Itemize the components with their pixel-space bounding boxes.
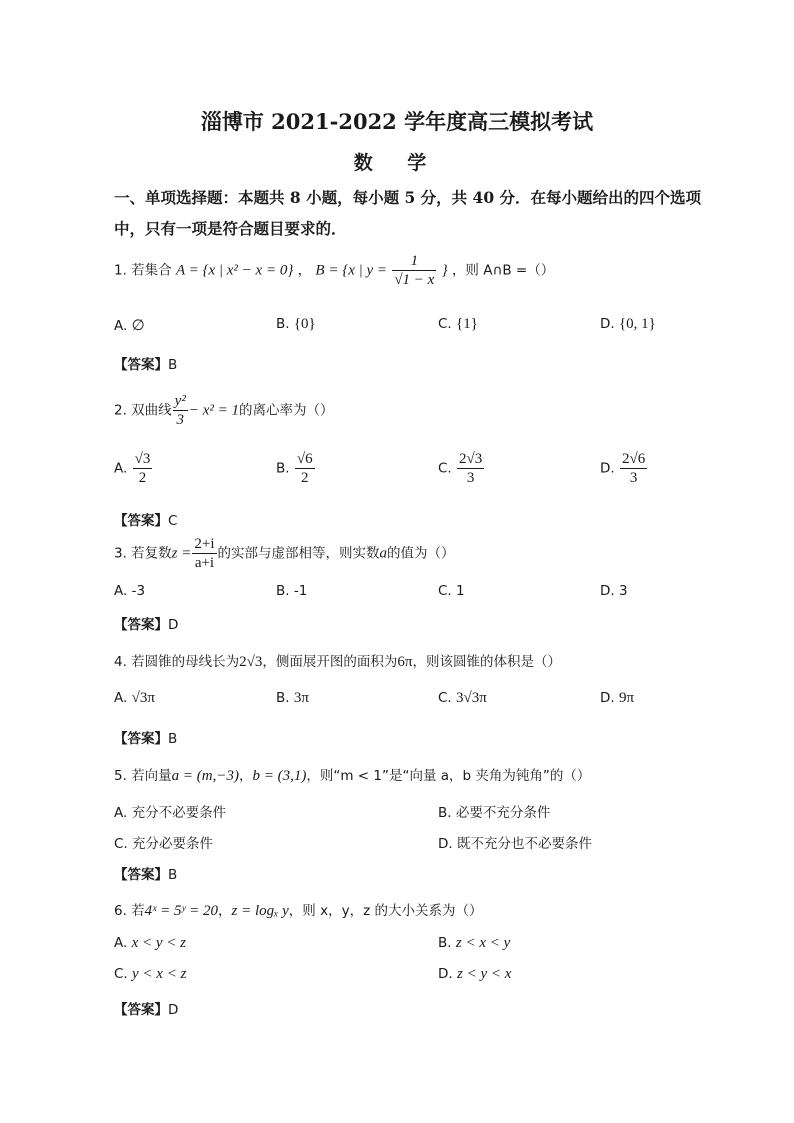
q4-number: 4. 若圆锥的母线长为 — [114, 654, 240, 670]
q1-option-b: B. {0} — [276, 316, 316, 332]
q1-number: 1. 若集合 — [114, 262, 172, 279]
question-1: 1. 若集合 A = {x | x² − x = 0} ， B = {x | y = $\frac{1}{√1 - x}$ } ，则 A∩B =（） — [114, 253, 555, 288]
q3-answer: 【答案】D — [114, 617, 179, 633]
q6-option-c: C. y < x < z — [114, 966, 187, 982]
q3-fraction: $\frac{2+i}{a+i}$ — [194, 536, 215, 571]
q1-frac-den: √1 − x — [394, 272, 435, 288]
q1-tail: ，则 A∩B =（） — [451, 262, 555, 279]
q3-tail: 的实部与虚部相等，则实数 — [217, 545, 380, 562]
subject-title: 数 学 — [353, 152, 441, 174]
q5-answer: 【答案】B — [114, 867, 178, 883]
q1-answer: 【答案】B — [114, 357, 178, 373]
q1-set-b-post: } — [441, 262, 448, 279]
q1-set-a: A = {x | x² − x = 0} — [175, 262, 294, 279]
question-5: 5. 若向量a = (m,−3)，b = (3,1)，则“m < 1”是“向量 a，b 夹角为钝角”的（） — [114, 768, 591, 784]
section-heading-line2: 中，只有一项是符合题目要求的． — [114, 219, 347, 238]
q5-number: 5. 若向量 — [114, 768, 172, 784]
q2-equation: − x² = 1 — [188, 402, 239, 419]
q2-option-b: B. $\frac{√6}{2}$ — [276, 451, 313, 486]
page-title: 淄博市 2021-2022 学年度高三模拟考试 — [200, 109, 594, 134]
q5-option-a: A. 充分不必要条件 — [114, 805, 227, 821]
q4-area: 6π — [397, 654, 413, 670]
q2-tail: 的离心率为（） — [238, 402, 334, 419]
q1-set-b-fraction — [392, 252, 436, 289]
q4-mid: ，侧面展开图的面积为 — [262, 654, 398, 670]
q1-option-c: C. {1} — [438, 316, 478, 332]
q3-option-d: D. 3 — [600, 583, 628, 599]
q3-tail2: 的值为（） — [387, 545, 455, 562]
q6-option-a: A. x < y < z — [114, 935, 186, 951]
q5-tail: ，则“m < 1”是“向量 a，b 夹角为钝角”的（） — [306, 768, 591, 784]
question-4 — [114, 650, 561, 671]
q4-option-b: B. 3π — [276, 690, 309, 706]
q2-option-c: C. $\frac{2√3}{3}$ — [438, 451, 483, 486]
q3-option-b: B. -1 — [276, 583, 308, 599]
q2-answer: 【答案】C — [114, 513, 178, 529]
q2-option-d: D. $\frac{2√6}{3}$ — [600, 451, 646, 486]
q5-vector-b: b = (3,1) — [252, 768, 307, 784]
q6-option-b: B. z < x < y — [438, 935, 511, 951]
q4-answer: 【答案】B — [114, 731, 178, 747]
q3-number: 3. 若复数 — [114, 545, 172, 562]
q5-option-b: B. 必要不充分条件 — [438, 805, 551, 821]
q6-equation-1: 4ˣ = 5ʸ = 20 — [144, 903, 218, 919]
q5-option-d: D. 既不充分也不必要条件 — [438, 836, 592, 852]
q6-option-d: D. z < y < x — [438, 966, 512, 982]
q1-option-d: D. {0, 1} — [600, 316, 656, 332]
q1-frac-num: 1 — [392, 252, 436, 271]
q3-var: a — [379, 545, 388, 562]
q6-number: 6. 若 — [114, 903, 145, 919]
question-3 — [114, 535, 455, 572]
q6-answer: 【答案】D — [114, 1002, 179, 1018]
q4-option-a: A. √3π — [114, 690, 155, 706]
q5-vector-a: a = (m,−3) — [171, 768, 239, 784]
q1-set-b-pre: B = {x | y = — [315, 262, 388, 279]
q4-tail: ，则该圆锥的体积是（） — [412, 654, 561, 670]
q3-option-c: C. 1 — [438, 583, 465, 599]
q6-tail: ，则 x，y，z 的大小关系为（） — [288, 903, 483, 919]
q5-option-c: C. 充分必要条件 — [114, 836, 214, 852]
question-2 — [114, 392, 333, 429]
q6-equation-2: z = logₓ y — [231, 903, 289, 919]
q3-option-a: A. -3 — [114, 583, 146, 599]
q4-option-c: C. 3√3π — [438, 690, 487, 706]
q3-z: z = — [171, 545, 192, 562]
q4-option-d: D. 9π — [600, 690, 635, 706]
question-6: 6. 若4ˣ = 5ʸ = 20，z = logₓ y，则 x，y，z 的大小关系为（） — [114, 903, 483, 919]
q1-option-a: A. ∅ — [114, 318, 145, 334]
q2-fraction: $\frac{\text{y²}}{3}$ — [174, 393, 186, 428]
q2-option-a: A. $\frac{√3}{2}$ — [114, 451, 151, 486]
q4-length: 2√3 — [239, 654, 263, 670]
q2-number: 2. 双曲线 — [114, 402, 172, 419]
section-heading-line1: 一、单项选择题：本题共 8 小题，每小题 5 分，共 40 分．在每小题给出的四个选项 — [114, 188, 702, 207]
